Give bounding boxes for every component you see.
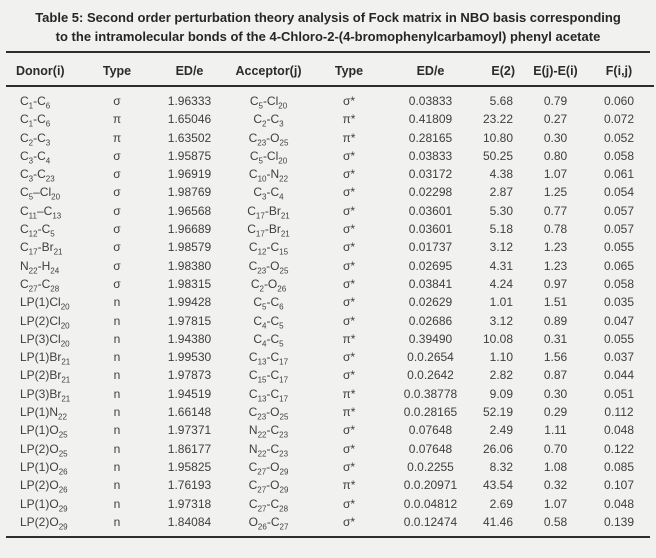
cell-acceptor: $C_4-C_5$ — [253, 331, 284, 349]
cell-e2: 23.22 — [482, 112, 513, 127]
cell-eji-ei: 0.70 — [543, 441, 568, 456]
cell-eji-ei: 0.78 — [543, 222, 568, 237]
cell-acceptor: $C_5-C_6$ — [253, 295, 284, 312]
cell-donor: $LP(2)O_{29}$ — [20, 514, 68, 532]
cell-donor-type: n — [113, 423, 121, 438]
cell-donor: $LP(2)O_{25}$ — [20, 441, 68, 459]
cell-donor-ed: 1.98769 — [167, 185, 212, 200]
cell-acceptor-type: σ* — [342, 240, 356, 255]
cell-donor: $LP(1)Cl_{20}$ — [20, 295, 70, 312]
cell-acceptor: $C_4-C_5$ — [253, 313, 284, 330]
cell-fij: 0.047 — [603, 313, 635, 328]
cell-fij: 0.112 — [604, 405, 634, 420]
cell-e2: 10.80 — [482, 130, 513, 145]
cell-e2: 2.49 — [489, 423, 513, 438]
cell-acceptor-ed: 0.28165 — [408, 130, 453, 145]
cell-fij: 0.072 — [603, 112, 635, 127]
cell-acceptor: $N_{22}-C_{23}$ — [248, 441, 289, 459]
cell-donor: $C_5-Cl_{20}$ — [20, 185, 61, 202]
cell-fij: 0.061 — [603, 167, 635, 182]
cell-donor: $C_{11}-C_{13}$ — [20, 203, 62, 221]
cell-e2: 4.24 — [489, 276, 513, 291]
cell-donor: $C_{17}-Br_{21}$ — [20, 240, 63, 257]
cell-eji-ei: 0.30 — [543, 130, 568, 145]
cell-donor: $C_3-C_{23}$ — [20, 167, 55, 184]
cell-fij: 0.055 — [603, 331, 635, 346]
cell-acceptor-ed: 0.07648 — [408, 441, 453, 456]
cell-donor-ed: 1.96333 — [167, 94, 212, 108]
cell-acceptor: $C_5-Cl_{20}$ — [249, 94, 288, 111]
table-row — [6, 110, 654, 128]
cell-donor-ed: 1.95825 — [167, 459, 212, 474]
table-row — [6, 275, 654, 293]
cell-acceptor-type: σ* — [342, 313, 356, 328]
cell-e2: 2.82 — [489, 368, 513, 383]
cell-eji-ei: 0.77 — [543, 203, 568, 218]
cell-acceptor-type: σ* — [342, 203, 356, 218]
cell-donor-ed: 1.95875 — [167, 148, 212, 163]
cell-e2: 4.31 — [489, 258, 513, 273]
table-row — [6, 165, 654, 183]
cell-fij: 0.058 — [603, 276, 635, 291]
cell-acceptor-type: σ* — [342, 167, 356, 182]
table-row — [6, 238, 654, 256]
cell-donor: $C_1-C_6$ — [20, 94, 51, 111]
cell-acceptor-ed: 0.0.38778 — [403, 386, 458, 401]
table-row — [6, 220, 654, 238]
cell-donor: $C_1-C_6$ — [20, 112, 51, 129]
cell-donor-type: n — [113, 405, 121, 420]
table-row — [6, 458, 654, 476]
cell-acceptor: $C_{23}-O_{25}$ — [248, 130, 289, 147]
cell-fij: 0.065 — [603, 258, 635, 273]
cell-donor-type: σ — [113, 240, 121, 255]
cell-donor-type: σ — [113, 258, 121, 273]
cell-donor: $C_{27}-C_{28}$ — [20, 276, 60, 294]
table-row — [6, 257, 654, 275]
cell-acceptor: $C_3-C_4$ — [253, 185, 284, 202]
table-row — [6, 421, 654, 439]
cell-acceptor-type: σ* — [342, 222, 356, 237]
cell-eji-ei: 1.23 — [543, 258, 568, 273]
cell-donor-type: n — [113, 514, 121, 529]
cell-donor-type: n — [113, 350, 121, 365]
cell-acceptor: $C_2-C_3$ — [253, 112, 284, 129]
cell-fij: 0.035 — [603, 295, 635, 310]
cell-acceptor-ed: 0.02695 — [408, 258, 453, 273]
cell-acceptor-type: σ* — [342, 423, 356, 438]
cell-acceptor: $C_{10}-N_{22}$ — [248, 167, 289, 184]
col-header-acceptor: Acceptor(j) — [225, 53, 312, 86]
cell-donor-type: σ — [113, 203, 121, 218]
cell-fij: 0.058 — [603, 148, 635, 163]
cell-donor-type: σ — [113, 276, 121, 291]
col-header-donor-type: Type — [80, 53, 154, 86]
cell-donor-ed: 1.86177 — [167, 441, 212, 456]
col-header-acceptor-type: Type — [312, 53, 386, 86]
cell-acceptor-ed: 0.02298 — [408, 185, 453, 200]
cell-donor-ed: 1.96568 — [167, 203, 212, 218]
col-header-donor: Donor(i) — [6, 53, 80, 86]
table-caption-line1: Table 5: Second order perturbation theory analysis of Fock matrix in NBO basis corresponding — [35, 10, 621, 25]
cell-acceptor-type: σ* — [342, 276, 356, 291]
cell-donor-ed: 1.97873 — [167, 368, 212, 383]
table-row — [6, 348, 654, 366]
table-header-row — [6, 53, 654, 86]
cell-acceptor-type: σ* — [342, 514, 356, 529]
cell-donor-type: n — [113, 295, 121, 310]
cell-acceptor-type: π* — [342, 386, 356, 401]
cell-donor-type: σ — [113, 94, 121, 108]
cell-acceptor-ed: 0.39490 — [408, 331, 453, 346]
cell-donor-type: σ — [113, 185, 121, 200]
cell-fij: 0.060 — [603, 94, 635, 108]
cell-acceptor: $O_{26}-C_{27}$ — [248, 514, 289, 532]
cell-acceptor: $C_{27}-O_{29}$ — [248, 478, 289, 495]
cell-fij: 0.054 — [603, 185, 635, 200]
cell-e2: 2.87 — [489, 185, 513, 200]
cell-acceptor: $C_{15}-C_{17}$ — [248, 368, 289, 385]
cell-donor-ed: 1.98380 — [167, 258, 212, 273]
table-row — [6, 440, 654, 458]
cell-donor-ed: 1.63502 — [167, 130, 212, 145]
cell-acceptor-ed: 0.0.2255 — [407, 459, 454, 474]
cell-donor-ed: 1.94519 — [167, 386, 212, 401]
cell-eji-ei: 1.56 — [543, 350, 568, 365]
table-caption-line2: to the intramolecular bonds of the 4-Chloro-2-(4-bromophenylcarbamoyl) phenyl acetate — [55, 29, 601, 44]
cell-acceptor-ed: 0.0.2642 — [407, 368, 454, 383]
cell-acceptor-ed: 0.03833 — [408, 148, 453, 163]
cell-eji-ei: 0.32 — [543, 478, 568, 493]
cell-donor-type: n — [113, 331, 121, 346]
cell-donor-type: σ — [113, 222, 121, 237]
cell-acceptor-type: π* — [342, 478, 356, 493]
cell-donor-type: σ — [113, 148, 121, 163]
cell-acceptor-type: σ* — [342, 94, 356, 108]
cell-acceptor-type: σ* — [342, 258, 356, 273]
cell-donor-type: n — [113, 368, 121, 383]
cell-acceptor-type: σ* — [342, 459, 356, 474]
cell-e2: 3.12 — [489, 240, 513, 255]
cell-donor-ed: 1.98579 — [167, 240, 212, 255]
table-row — [6, 312, 654, 330]
cell-acceptor: $C_{17}-Br_{21}$ — [247, 222, 290, 239]
cell-acceptor-ed: 0.0.12474 — [403, 514, 458, 529]
cell-eji-ei: 1.51 — [543, 295, 568, 310]
cell-e2: 10.08 — [482, 331, 513, 346]
cell-donor-type: n — [113, 496, 121, 511]
cell-donor-type: n — [113, 386, 121, 401]
table-row — [6, 86, 654, 110]
cell-acceptor-ed: 0.02629 — [408, 295, 453, 310]
cell-fij: 0.107 — [603, 478, 635, 493]
cell-fij: 0.122 — [603, 441, 635, 456]
cell-e2: 5.68 — [489, 94, 513, 108]
cell-donor-ed: 1.84084 — [167, 514, 212, 529]
cell-donor-ed: 1.96689 — [167, 222, 212, 237]
cell-fij: 0.057 — [603, 203, 635, 218]
cell-eji-ei: 0.79 — [543, 94, 568, 108]
cell-acceptor-ed: 0.0.04812 — [403, 496, 458, 511]
cell-acceptor-ed: 0.41809 — [408, 112, 453, 127]
cell-donor-ed: 1.66148 — [167, 405, 212, 420]
cell-eji-ei: 0.30 — [543, 386, 568, 401]
cell-e2: 50.25 — [482, 148, 513, 163]
cell-donor-type: n — [113, 478, 121, 493]
cell-acceptor: $C_5-Cl_{20}$ — [249, 148, 288, 166]
cell-acceptor-type: π* — [342, 112, 356, 127]
cell-acceptor-type: σ* — [342, 441, 356, 456]
cell-donor-ed: 1.99428 — [167, 295, 212, 310]
cell-eji-ei: 0.87 — [543, 368, 568, 383]
cell-acceptor: $C_{17}-Br_{21}$ — [247, 203, 290, 221]
cell-donor: $LP(2)O_{26}$ — [20, 478, 68, 495]
cell-eji-ei: 0.89 — [543, 313, 568, 328]
cell-e2: 4.38 — [489, 167, 513, 182]
cell-eji-ei: 1.23 — [543, 240, 568, 255]
cell-fij: 0.044 — [603, 368, 635, 383]
cell-donor: $LP(2)Br_{21}$ — [20, 368, 71, 385]
table-row — [6, 183, 654, 201]
cell-acceptor-type: π* — [342, 405, 356, 420]
cell-fij: 0.037 — [603, 350, 635, 365]
cell-e2: 1.01 — [489, 295, 513, 310]
cell-acceptor: $C_{27}-O_{29}$ — [248, 459, 289, 477]
table-caption — [4, 6, 652, 51]
cell-e2: 1.10 — [489, 350, 513, 365]
cell-acceptor-ed: 0.03172 — [408, 167, 453, 182]
cell-acceptor-ed: 0.0.2654 — [407, 350, 454, 365]
cell-acceptor: $C_{23}-O_{25}$ — [248, 405, 289, 422]
cell-donor: $C_{12}-C_5$ — [20, 222, 55, 239]
cell-fij: 0.051 — [603, 386, 635, 401]
cell-acceptor-type: π* — [342, 331, 356, 346]
bottom-rule — [6, 536, 650, 538]
cell-acceptor-type: σ* — [342, 185, 356, 200]
col-header-fij: F(i,j) — [584, 53, 654, 86]
cell-donor-type: n — [113, 459, 121, 474]
cell-e2: 41.46 — [482, 514, 513, 529]
cell-donor-ed: 1.65046 — [167, 112, 212, 127]
cell-acceptor-ed: 0.03601 — [408, 203, 453, 218]
cell-donor-ed: 1.76193 — [167, 478, 212, 493]
cell-donor: $LP(1)O_{26}$ — [20, 459, 68, 477]
cell-donor: $LP(1)O_{29}$ — [20, 496, 68, 513]
cell-eji-ei: 1.08 — [543, 459, 568, 474]
cell-donor: $LP(3)Br_{21}$ — [20, 386, 71, 404]
cell-fij: 0.052 — [603, 130, 635, 145]
table-row — [6, 147, 654, 165]
cell-acceptor: $C_{13}-C_{17}$ — [248, 386, 289, 404]
cell-eji-ei: 1.25 — [543, 185, 568, 200]
cell-e2: 2.69 — [489, 496, 513, 511]
cell-donor: $LP(1)Br_{21}$ — [20, 350, 71, 367]
cell-donor-ed: 1.94380 — [167, 331, 212, 346]
nbo-perturbation-table — [6, 53, 654, 531]
cell-acceptor: $C_{27}-C_{28}$ — [248, 496, 289, 513]
cell-e2: 5.30 — [489, 203, 513, 218]
cell-acceptor-ed: 0.01737 — [408, 240, 453, 255]
cell-donor: $C_3-C_4$ — [20, 148, 51, 166]
cell-donor-type: σ — [113, 167, 121, 182]
cell-acceptor-type: σ* — [342, 295, 356, 310]
cell-acceptor: $C_{12}-C_{15}$ — [248, 240, 289, 257]
cell-eji-ei: 0.29 — [543, 405, 568, 420]
cell-e2: 52.19 — [482, 405, 513, 420]
cell-e2: 43.54 — [482, 478, 513, 493]
cell-acceptor: $C_2-O_{26}$ — [250, 276, 287, 294]
cell-acceptor-ed: 0.07648 — [408, 423, 453, 438]
cell-fij: 0.055 — [603, 240, 635, 255]
cell-donor: $LP(3)Cl_{20}$ — [20, 331, 70, 349]
cell-donor-ed: 1.96919 — [167, 167, 212, 182]
cell-acceptor-ed: 0.0.28165 — [403, 405, 458, 420]
cell-eji-ei: 0.80 — [543, 148, 568, 163]
cell-donor: $LP(2)Cl_{20}$ — [20, 313, 70, 330]
table-row — [6, 476, 654, 494]
cell-fij: 0.085 — [603, 459, 635, 474]
cell-acceptor: $C_{13}-C_{17}$ — [248, 350, 289, 367]
col-header-acceptor-ed: ED/e — [386, 53, 475, 86]
cell-donor: $N_{22}-H_{24}$ — [20, 258, 60, 276]
table-row — [6, 513, 654, 531]
cell-donor-type: n — [113, 313, 121, 328]
table-row — [6, 293, 654, 311]
cell-donor-type: n — [113, 441, 121, 456]
table-row — [6, 330, 654, 348]
cell-eji-ei: 0.97 — [543, 276, 568, 291]
cell-acceptor-type: π* — [342, 130, 356, 145]
cell-acceptor-type: σ* — [342, 368, 356, 383]
cell-e2: 8.32 — [489, 459, 513, 474]
cell-donor: $LP(1)N_{22}$ — [20, 405, 67, 422]
cell-acceptor-type: σ* — [342, 148, 356, 163]
cell-e2: 5.18 — [489, 222, 513, 237]
cell-eji-ei: 1.07 — [543, 496, 568, 511]
table-row — [6, 366, 654, 384]
cell-e2: 3.12 — [489, 313, 513, 328]
cell-donor-ed: 1.97318 — [167, 496, 212, 511]
cell-donor-ed: 1.98315 — [167, 276, 212, 291]
table-body — [6, 86, 654, 531]
cell-donor-ed: 1.97815 — [167, 313, 212, 328]
cell-acceptor: $C_{23}-O_{25}$ — [248, 258, 289, 276]
cell-fij: 0.048 — [603, 423, 635, 438]
cell-eji-ei: 0.58 — [543, 514, 568, 529]
cell-acceptor-ed: 0.03601 — [408, 222, 453, 237]
cell-donor-ed: 1.97371 — [167, 423, 212, 438]
cell-acceptor: $N_{22}-C_{23}$ — [248, 423, 289, 440]
cell-acceptor-ed: 0.03833 — [408, 94, 453, 108]
table-row — [6, 202, 654, 220]
table-row — [6, 403, 654, 421]
cell-donor-ed: 1.99530 — [167, 350, 212, 365]
table-row — [6, 495, 654, 513]
cell-acceptor-type: σ* — [342, 350, 356, 365]
table-row — [6, 385, 654, 403]
col-header-eji-ei: E(j)-E(i) — [527, 53, 584, 86]
cell-eji-ei: 1.07 — [543, 167, 568, 182]
col-header-e2: E(2) — [475, 53, 527, 86]
cell-donor-type: π — [112, 112, 122, 127]
cell-acceptor-ed: 0.02686 — [408, 313, 453, 328]
cell-fij: 0.139 — [603, 514, 635, 529]
cell-acceptor-ed: 0.03841 — [408, 276, 453, 291]
cell-acceptor-ed: 0.0.20971 — [403, 478, 458, 493]
cell-e2: 9.09 — [489, 386, 513, 401]
cell-donor-type: π — [112, 130, 122, 145]
cell-eji-ei: 1.11 — [544, 423, 567, 438]
cell-donor: $C_2-C_3$ — [20, 130, 51, 147]
cell-eji-ei: 0.31 — [543, 331, 568, 346]
cell-eji-ei: 0.27 — [543, 112, 568, 127]
cell-acceptor-type: σ* — [342, 496, 356, 511]
cell-fij: 0.057 — [603, 222, 635, 237]
cell-fij: 0.048 — [603, 496, 635, 511]
cell-e2: 26.06 — [482, 441, 513, 456]
col-header-donor-ed: ED/e — [154, 53, 225, 86]
cell-donor: $LP(1)O_{25}$ — [20, 423, 68, 440]
table-row — [6, 129, 654, 147]
